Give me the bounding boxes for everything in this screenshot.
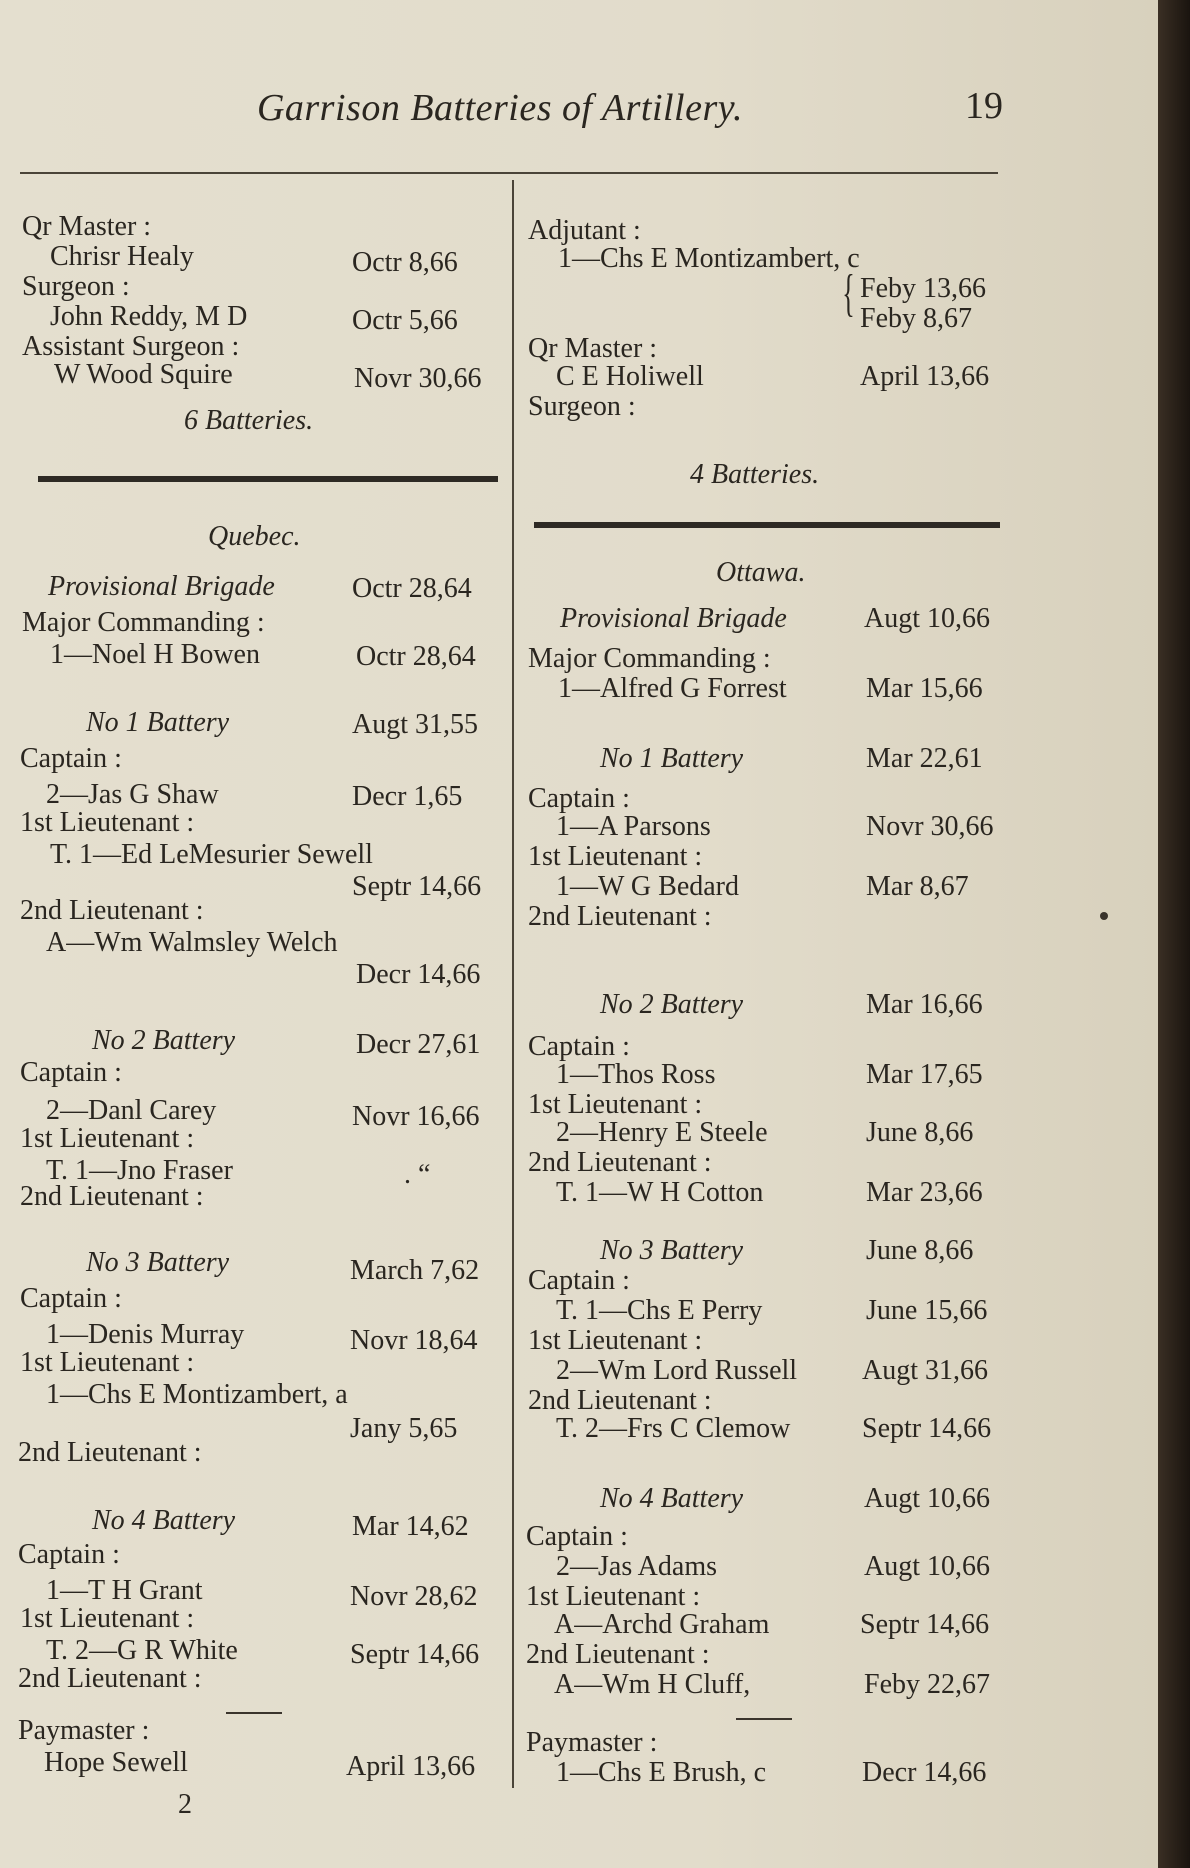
left-major-date: Octr 28,64 — [356, 641, 476, 672]
right-b1-1st-date: Mar 8,67 — [866, 871, 969, 902]
right-b3-captain-date: June 15,66 — [866, 1295, 988, 1326]
right-b4-title: No 4 Battery — [600, 1483, 744, 1514]
left-city-heading: Quebec. — [208, 521, 301, 552]
brace-icon: { — [842, 265, 855, 322]
left-major-label: Major Commanding : — [22, 607, 265, 638]
right-b4-2nd-name: A—Wm H Cluff, — [554, 1669, 751, 1700]
right-b2-captain-name: 1—Thos Ross — [556, 1059, 716, 1090]
right-b3-1st-date: Augt 31,66 — [862, 1355, 988, 1386]
right-major-label: Major Commanding : — [528, 643, 771, 674]
left-b1-2nd-date: Decr 14,66 — [356, 959, 481, 990]
right-b3-captain-name: T. 1—Chs E Perry — [556, 1295, 763, 1326]
left-paymaster-label: Paymaster : — [18, 1715, 150, 1746]
left-b4-captain-date: Novr 28,62 — [350, 1581, 478, 1612]
right-b2-1st-date: June 8,66 — [866, 1117, 974, 1148]
left-b2-captain-name: 2—Danl Carey — [46, 1095, 217, 1126]
right-adjutant-name: 1—Chs E Montizambert, c — [558, 243, 860, 274]
left-b1-1st-name: T. 1—Ed LeMesurier Sewell — [50, 839, 373, 870]
right-b1-date: Mar 22,61 — [866, 743, 983, 774]
right-b1-1st-label: 1st Lieutenant : — [528, 841, 703, 872]
right-paymaster-label: Paymaster : — [526, 1727, 658, 1758]
right-prov-brigade-date: Augt 10,66 — [864, 603, 990, 634]
right-b4-2nd-date: Feby 22,67 — [864, 1669, 990, 1700]
left-b1-captain-name: 2—Jas G Shaw — [46, 779, 219, 810]
left-b3-date: March 7,62 — [350, 1255, 480, 1286]
left-b1-captain-label: Captain : — [20, 743, 122, 774]
left-surgeon-name: John Reddy, M D — [50, 301, 248, 332]
left-prov-brigade: Provisional Brigade — [48, 571, 275, 602]
right-b2-2nd-label: 2nd Lieutenant : — [528, 1147, 712, 1178]
left-qr-master-date: Octr 8,66 — [352, 247, 458, 278]
left-b4-captain-label: Captain : — [18, 1539, 120, 1570]
right-b3-title: No 3 Battery — [600, 1235, 744, 1266]
running-header: Garrison Batteries of Artillery. — [256, 87, 744, 129]
right-adjutant-label: Adjutant : — [528, 215, 641, 246]
left-b4-2nd-label: 2nd Lieutenant : — [18, 1663, 202, 1694]
left-b2-1st-label: 1st Lieutenant : — [20, 1123, 195, 1154]
book-spine — [1158, 0, 1190, 1868]
page-number: 19 — [965, 85, 1003, 127]
left-b2-captain-date: Novr 16,66 — [352, 1101, 480, 1132]
right-short-rule — [736, 1718, 792, 1720]
signature-mark: 2 — [178, 1789, 192, 1820]
left-b3-1st-label: 1st Lieutenant : — [20, 1347, 195, 1378]
right-adjutant-date2: Feby 8,67 — [860, 303, 972, 334]
left-b3-captain-label: Captain : — [20, 1283, 122, 1314]
right-adjutant-date1: Feby 13,66 — [860, 273, 986, 304]
left-b1-2nd-name: A—Wm Walmsley Welch — [46, 927, 338, 958]
right-paymaster-name: 1—Chs E Brush, c — [556, 1757, 766, 1788]
left-b1-title: No 1 Battery — [86, 707, 230, 738]
right-b2-date: Mar 16,66 — [866, 989, 983, 1020]
left-b2-title: No 2 Battery — [92, 1025, 236, 1056]
left-b1-1st-label: 1st Lieutenant : — [20, 807, 195, 838]
right-b2-1st-label: 1st Lieutenant : — [528, 1089, 703, 1120]
left-b3-1st-date: Jany 5,65 — [350, 1413, 458, 1444]
left-b2-captain-label: Captain : — [20, 1057, 122, 1088]
right-b3-2nd-name: T. 2—Frs C Clemow — [556, 1413, 791, 1444]
right-b3-1st-label: 1st Lieutenant : — [528, 1325, 703, 1356]
left-b1-date: Augt 31,55 — [352, 709, 478, 740]
left-b1-captain-date: Decr 1,65 — [352, 781, 463, 812]
left-b4-1st-name: T. 2—G R White — [46, 1635, 238, 1666]
right-b4-date: Augt 10,66 — [864, 1483, 990, 1514]
left-batteries-count: 6 Batteries. — [184, 405, 314, 436]
right-b1-captain-name: 1—A Parsons — [556, 811, 711, 842]
left-b3-2nd-label: 2nd Lieutenant : — [18, 1437, 202, 1468]
left-section-rule — [38, 476, 498, 482]
left-b3-captain-name: 1—Denis Murray — [46, 1319, 245, 1350]
right-qr-master-name: C E Holiwell — [556, 361, 704, 392]
right-b4-1st-name: A—Archd Graham — [554, 1609, 770, 1640]
left-asst-surgeon-date: Novr 30,66 — [354, 363, 482, 394]
left-paymaster-name: Hope Sewell — [44, 1747, 188, 1778]
right-b3-2nd-date: Septr 14,66 — [862, 1413, 992, 1444]
right-b1-2nd-label: 2nd Lieutenant : — [528, 901, 712, 932]
left-asst-surgeon-label: Assistant Surgeon : — [22, 331, 240, 362]
left-asst-surgeon-name: W Wood Squire — [54, 359, 233, 390]
column-divider — [512, 180, 514, 1788]
right-b2-2nd-date: Mar 23,66 — [866, 1177, 983, 1208]
left-b4-captain-name: 1—T H Grant — [46, 1575, 203, 1606]
right-qr-master-label: Qr Master : — [528, 333, 658, 364]
left-b2-1st-ditto: . “ — [404, 1159, 431, 1190]
right-b4-1st-label: 1st Lieutenant : — [526, 1581, 701, 1612]
right-surgeon-label: Surgeon : — [528, 391, 636, 422]
right-prov-brigade: Provisional Brigade — [560, 603, 787, 634]
right-b3-captain-label: Captain : — [528, 1265, 630, 1296]
right-major-name: 1—Alfred G Forrest — [558, 673, 787, 704]
right-b1-title: No 1 Battery — [600, 743, 744, 774]
right-b1-captain-label: Captain : — [528, 783, 630, 814]
left-b3-title: No 3 Battery — [86, 1247, 230, 1278]
left-b2-1st-name: T. 1—Jno Fraser — [46, 1155, 233, 1186]
header-rule — [20, 172, 998, 174]
ink-dot — [1100, 912, 1108, 920]
right-b1-captain-date: Novr 30,66 — [866, 811, 994, 842]
right-b1-1st-name: 1—W G Bedard — [556, 871, 739, 902]
right-major-date: Mar 15,66 — [866, 673, 983, 704]
right-b2-captain-date: Mar 17,65 — [866, 1059, 983, 1090]
right-b4-captain-date: Augt 10,66 — [864, 1551, 990, 1582]
right-b4-captain-label: Captain : — [526, 1521, 628, 1552]
right-b3-2nd-label: 2nd Lieutenant : — [528, 1385, 712, 1416]
right-b2-captain-label: Captain : — [528, 1031, 630, 1062]
left-b1-1st-date: Septr 14,66 — [352, 871, 482, 902]
left-b4-date: Mar 14,62 — [352, 1511, 469, 1542]
left-paymaster-date: April 13,66 — [346, 1751, 476, 1782]
left-qr-master-label: Qr Master : — [22, 211, 152, 242]
left-major-name: 1—Noel H Bowen — [50, 639, 260, 670]
right-b4-2nd-label: 2nd Lieutenant : — [526, 1639, 710, 1670]
left-b1-2nd-label: 2nd Lieutenant : — [20, 895, 204, 926]
right-b4-captain-name: 2—Jas Adams — [556, 1551, 717, 1582]
left-prov-brigade-date: Octr 28,64 — [352, 573, 472, 604]
right-b3-1st-name: 2—Wm Lord Russell — [556, 1355, 798, 1386]
right-b2-2nd-name: T. 1—W H Cotton — [556, 1177, 764, 1208]
right-city-heading: Ottawa. — [716, 557, 806, 588]
right-b2-1st-name: 2—Henry E Steele — [556, 1117, 768, 1148]
left-b3-captain-date: Novr 18,64 — [350, 1325, 478, 1356]
left-surgeon-label: Surgeon : — [22, 271, 130, 302]
left-short-rule — [226, 1712, 282, 1714]
left-qr-master-name: Chrisr Healy — [50, 241, 194, 272]
left-b2-2nd-label: 2nd Lieutenant : — [20, 1181, 204, 1212]
right-b2-title: No 2 Battery — [600, 989, 744, 1020]
left-b4-title: No 4 Battery — [92, 1505, 236, 1536]
right-section-rule — [534, 522, 1000, 528]
right-qr-master-date: April 13,66 — [860, 361, 990, 392]
right-b3-date: June 8,66 — [866, 1235, 974, 1266]
left-b3-1st-name: 1—Chs E Montizambert, a — [46, 1379, 348, 1410]
right-batteries-count: 4 Batteries. — [690, 459, 820, 490]
left-b4-1st-label: 1st Lieutenant : — [20, 1603, 195, 1634]
left-b4-1st-date: Septr 14,66 — [350, 1639, 480, 1670]
left-surgeon-date: Octr 5,66 — [352, 305, 458, 336]
right-paymaster-date: Decr 14,66 — [862, 1757, 987, 1788]
right-b4-1st-date: Septr 14,66 — [860, 1609, 990, 1640]
left-b2-date: Decr 27,61 — [356, 1029, 481, 1060]
